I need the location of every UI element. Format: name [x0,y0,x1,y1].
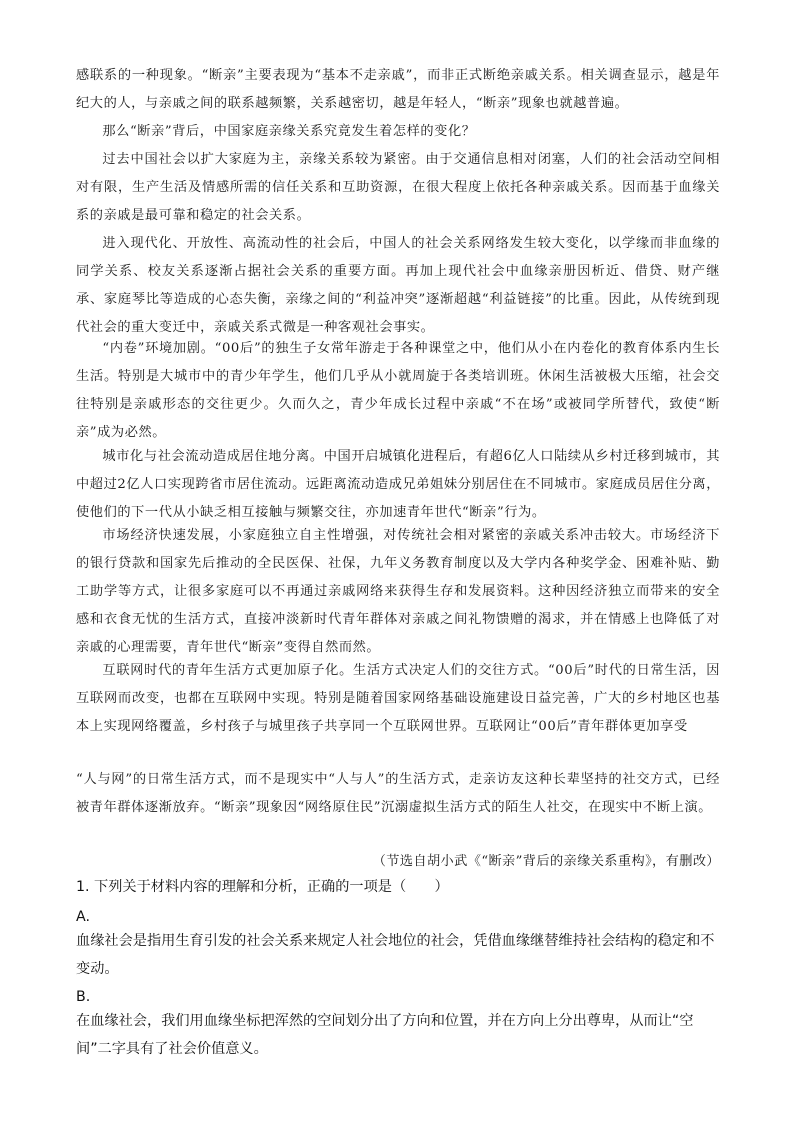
paragraph-urbanization: 城市化与社会流动造成居住地分离。中国开启城镇化进程后，有超6亿人口陆续从乡村迁移到城市，其中超过2亿人口实现跨省市居住流动。远距离流动造成兄弟姐妹分别居住在不同城市。家庭成员居住分离，使他们的下一代从小缺乏相互接触与频繁交往，亦加速青年世代“断亲”行为。 [76,449,720,520]
paragraph-continuation: 感联系的一种现象。“断亲”主要表现为“基本不走亲戚”，而非正式断绝亲戚关系。相关调查显示，越是年纪大的人，与亲戚之间的联系越频繁，关系越密切，越是年轻人，“断亲”现象也就越普遍。 [76,68,720,111]
paragraph-modernization: 进入现代化、开放性、高流动性的社会后，中国人的社会关系网络发生较大变化，以学缘而非血缘的同学关系、校友关系逐渐占据社会关系的重要方面。再加上现代社会中血缘亲册因析近、借贷、财产继承、家庭琴比等造成的心态失衡，亲缘之间的“利益冲突”逐渐超越“利益链接”的比重。因此，从传统到现代社会的重大变迁中，亲戚关系式微是一种客观社会事实。 [76,236,720,335]
paragraph-internet-era: 互联网时代的青年生活方式更加原子化。生活方式决定人们的交往方式。“00后”时代的日常生活，因互联网而改变，也都在互联网中实现。特别是随着国家网络基础设施建设日益完善，广大的乡村地区也基本上实现网络覆盖，乡村孩子与城里孩子共享同一个互联网世界。互联网让“00后”青年群体更加享受 [76,663,720,734]
paragraph-internet-era-continued: “人与网”的日常生活方式，而不是现实中“人与人”的生活方式，走亲访友这种长辈坚持的社交方式，已经被青年群体逐渐放弃。“断亲”现象因“网络原住民”沉溺虚拟生活方式的陌生人社交，在现实中不断上演。 [76,772,720,815]
option-b-text: 在血缘社会，我们用血缘坐标把浑然的空间划分出了方向和位置，并在方向上分出尊卑，从而让“空间”二字具有了社会价值意义。 [76,1013,694,1057]
paragraph-traditional-society: 过去中国社会以扩大家庭为主，亲缘关系较为紧密。由于交通信息相对闭塞，人们的社会活动空间相对有限，生产生活及情感所需的信任关系和互助资源，在很大程度上依托各种亲戚关系。因而基于血缘关系的亲戚是最可靠和稳定的社会关系。 [76,152,720,223]
option-a-label: A. [76,909,90,925]
option-a-text: 血缘社会是指用生育引发的社会关系来规定人社会地位的社会，凭借血缘继替维持社会结构的稳定和不变动。 [76,933,715,977]
paragraph-question-intro: 那么“断亲”背后，中国家庭亲缘关系究竟发生着怎样的变化？ [102,124,476,139]
option-b-label: B. [76,989,91,1005]
paragraph-market-economy: 市场经济快速发展，小家庭独立自主性增强，对传统社会相对紧密的亲戚关系冲击较大。市场经济下的银行贷款和国家先后推动的全民医保、社保，九年义务教育制度以及大学内各种奖学金、困难补贴、勤工助学等方式，让很多家庭可以不再通过亲戚网络来获得生存和发展资料。这种因经济独立而带来的安全感和衣食无忧的生活方式，直接冲淡新时代青年群体对亲戚之间礼物馈赠的渴求，并在情感上也降低了对亲戚的心理需要，青年世代“断亲”变得自然而然。 [76,528,720,655]
paragraph-involution: “内卷”环境加剧。“00后”的独生子女常年游走于各种课堂之中，他们从小在内卷化的教育体系内生长生活。特别是大城市中的青少年学生，他们几乎从小就周旋于各类培训班。休闲生活被极大压缩，社会交往特别是亲戚形态的交往更少。久而久之，青少年成长过程中亲戚“不在场”或被同学所替代，致使“断亲”成为必然。 [76,341,720,440]
question-stem: 1. 下列关于材料内容的理解和分析，正确的一项是（ ） [76,879,449,895]
source-citation: （节选自胡小武《“断亲”背后的亲缘关系重构》，有删改） [372,854,720,869]
